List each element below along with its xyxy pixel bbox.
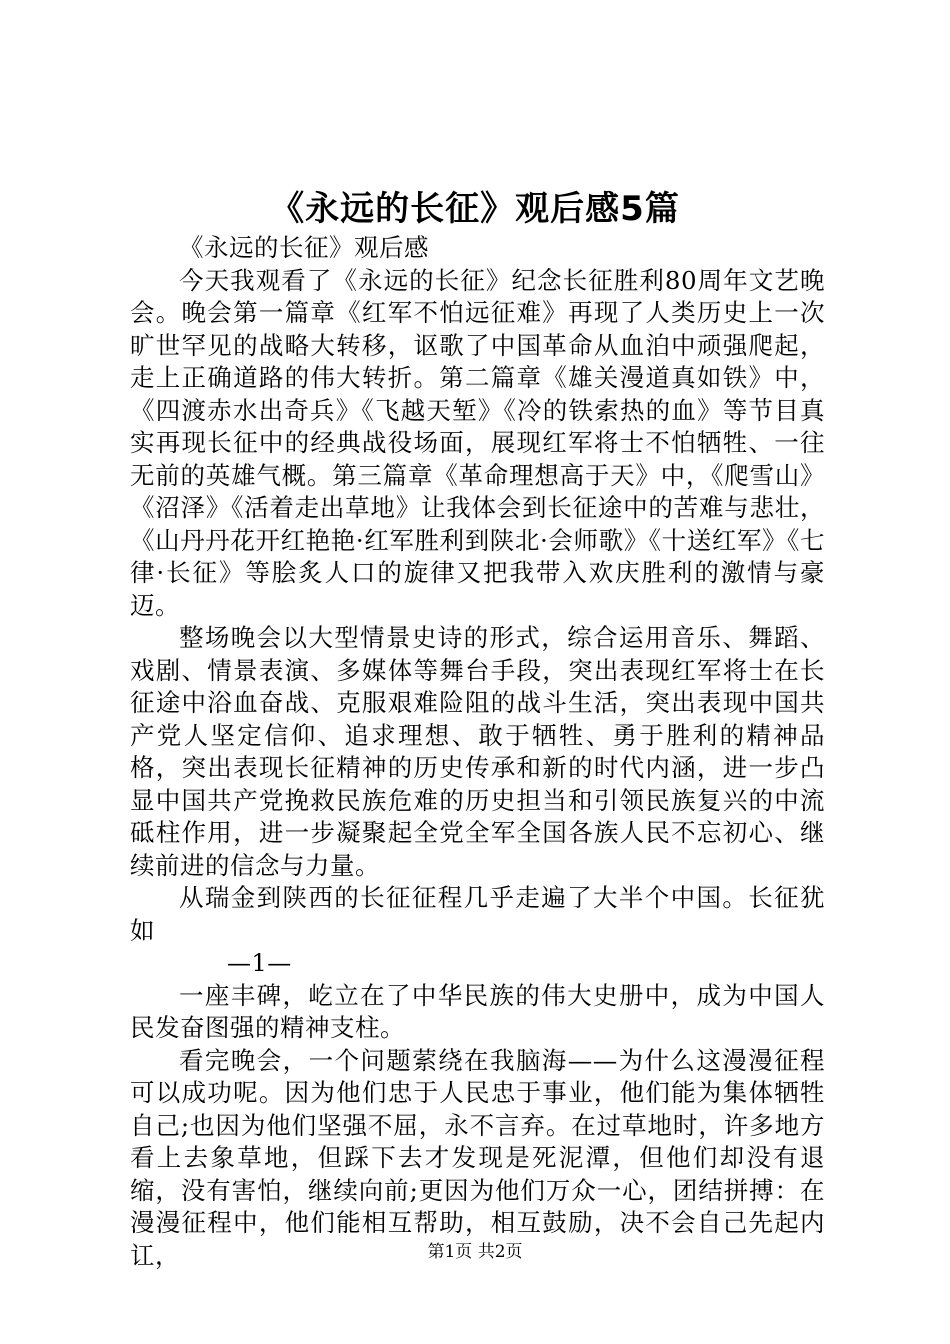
document-subtitle: 《永远的长征》观后感 xyxy=(179,233,429,262)
paragraph-3: 从瑞金到陕西的长征征程几乎走遍了大半个中国。长征犹如 xyxy=(130,883,825,945)
paragraph-1: 今天我观看了《永远的长征》纪念长征胜利80周年文艺晚会。晚会第一篇章《红军不怕远征难》再现了人类历史上一次旷世罕见的战略大转移，讴歌了中国革命从血泊中顽强爬起，走上正确道路的伟大转折。第二篇章《雄关漫道真如铁》中，《四渡赤水出奇兵》《飞越天堑》《冷的铁索热的血》等节目真实再现长征中的经典战役场面，展现红军将士不怕牺牲、一往无前的英雄气概。第三篇章《革命理想高于天》中，《爬雪山》《沼泽》《活着走出草地》让我体会到长征途中的苦难与悲壮，《山丹丹花开红艳艳·红军胜利到陕北·会师歌》《十送红军》《七律·长征》等脍炙人口的旋律又把我带入欢庆胜利的激情与豪迈。 xyxy=(130,265,825,620)
document-title: 《永远的长征》观后感5篇 xyxy=(270,189,680,229)
page-footer: 第1页 共2页 xyxy=(427,1242,523,1262)
paragraph-5: 看完晚会，一个问题萦绕在我脑海——为什么这漫漫征程可以成功呢。因为他们忠于人民忠于事业，他们能为集体牺牲自己;也因为他们坚强不屈，永不言弃。在过草地时，许多地方看上去象草地，但踩下去才发现是死泥潭，但他们却没有退缩，没有害怕，继续向前;更因为他们万众一心，团结拼搏：在漫漫征程中，他们能相互帮助，相互鼓励，决不会自己先起内讧， xyxy=(130,1045,825,1270)
page-marker: —1— xyxy=(227,949,292,977)
paragraph-2: 整场晚会以大型情景史诗的形式，综合运用音乐、舞蹈、戏剧、情景表演、多媒体等舞台手段，突出表现红军将士在长征途中浴血奋战、克服艰难险阻的战斗生活，突出表现中国共产党人坚定信仰、追求理想、敢于牺牲、勇于胜利的精神品格，突出表现长征精神的历史传承和新的时代内涵，进一步凸显中国共产党挽救民族危难的历史担当和引领民族复兴的中流砥柱作用，进一步凝聚起全党全军全国各族人民不忘初心、继续前进的信念与力量。 xyxy=(130,623,825,880)
document-body xyxy=(130,232,825,1272)
paragraph-4: 一座丰碑，屹立在了中华民族的伟大史册中，成为中国人民发奋图强的精神支柱。 xyxy=(130,980,825,1042)
